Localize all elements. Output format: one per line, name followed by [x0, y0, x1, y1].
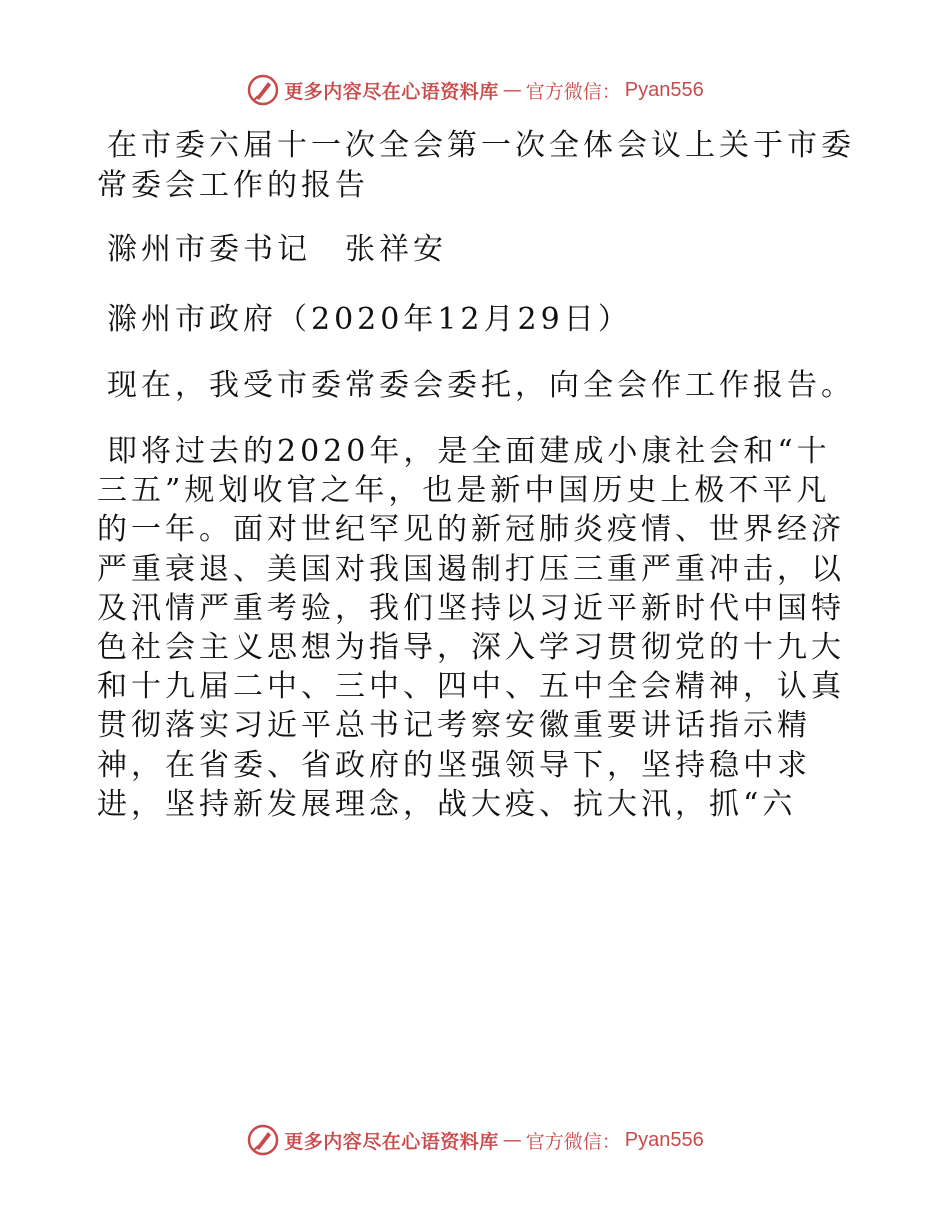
body-paragraph: 即将过去的2020年，是全面建成小康社会和“十三五”规划收官之年，也是新中国历史上极不平凡的一年。面对世纪罕见的新冠肺炎疫情、世界经济严重衰退、美国对我国遏制打压三重严重冲击，以及汛情严重考验，我们坚持以习近平新时代中国特色社会主义思想为指导，深入学习贯彻党的十九大和十九届二中、三中、四中、五中全会精神，认真贯彻落实习近平总书记考察安徽重要讲话指示精神，在省委、省政府的坚强领导下，坚持稳中求进，坚持新发展理念，战大疫、抗大汛，抓“六	[97, 434, 845, 822]
document-author: 滁州市委书记 张祥安	[107, 232, 447, 267]
document-org-date: 滁州市政府（2020年12月29日）	[107, 302, 632, 337]
banner-dash: —	[502, 1129, 522, 1151]
footer-banner	[0, 1122, 950, 1158]
banner-wechat-id: Pyan556	[624, 78, 704, 101]
document-body	[97, 126, 857, 824]
intro-paragraph: 现在，我受市委常委会委托，向全会作工作报告。	[107, 368, 855, 403]
banner-text: 更多内容尽在心语资料库	[284, 80, 499, 103]
banner-wechat-id: Pyan556	[624, 1128, 704, 1151]
banner-dash: —	[502, 79, 522, 101]
quill-logo-icon	[246, 1123, 280, 1157]
banner-wechat-label: 官方微信：	[525, 1130, 621, 1153]
header-banner	[0, 72, 950, 108]
quill-logo-icon	[246, 73, 280, 107]
banner-wechat-label: 官方微信：	[525, 80, 621, 103]
banner-text: 更多内容尽在心语资料库	[284, 1130, 499, 1153]
document-title: 在市委六届十一次全会第一次全体会议上关于市委常委会工作的报告	[97, 128, 855, 203]
